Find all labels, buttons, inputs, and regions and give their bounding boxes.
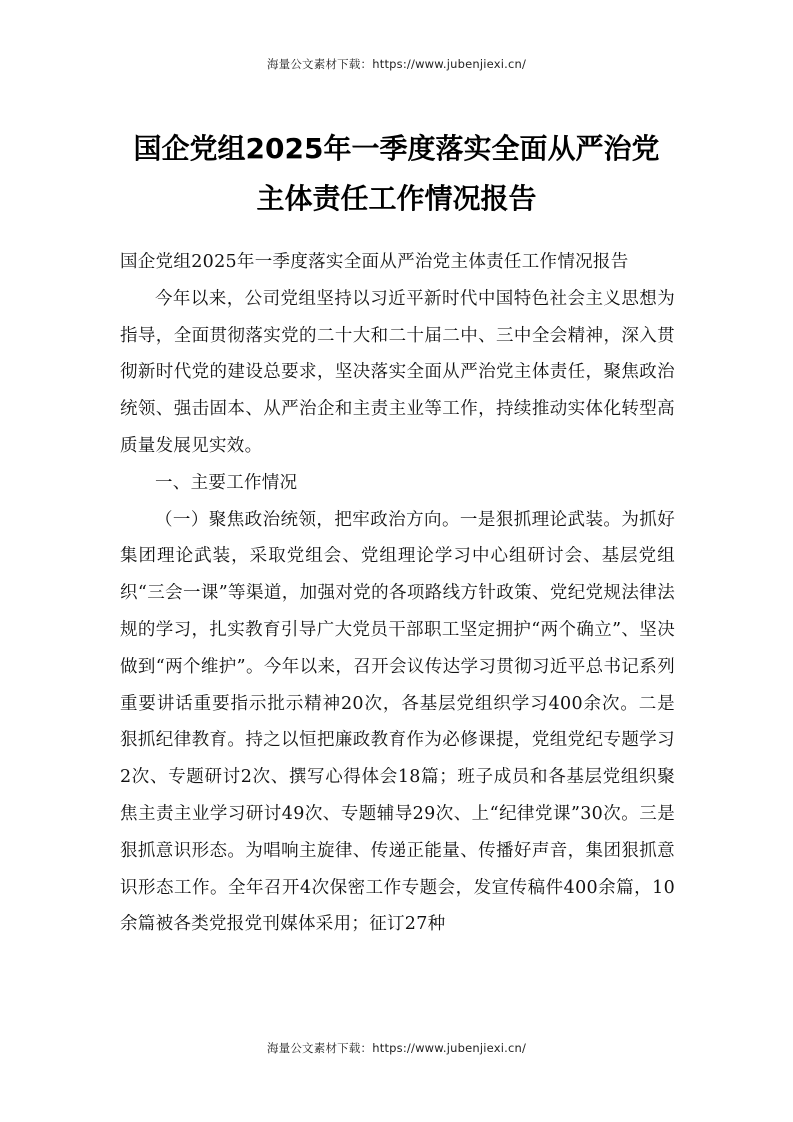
page-header: 海量公文素材下载：https://www.jubenjiexi.cn/ xyxy=(266,57,527,71)
section-paragraph: （一）聚焦政治统领，把牢政治方向。一是狠抓理论武装。为抓好集团理论武装，采取党组会、党组理论学习中心组研讨会、基层党组织“三会一课”等渠道，加强对党的各项路线方针政策、党纪党规法律法规的学习，扎实教育引导广大党员干部职工坚定拥护“两个确立”、坚决做到“两个维护”。今年以来，召开会议传达学习贯彻习近平总书记系列重要讲话重要指示批示精神20次，各基层党组织学习400余次。二是狠抓纪律教育。持之以恒把廉政教育作为必修课提，党组党纪专题学习2次、专题研讨2次、撰写心得体会18篇；班子成员和各基层党组织聚焦主责主业学习研讨49次、专题辅导29次、上“纪律党课”30次。三是狠抓意识形态。为唱响主旋律、传递正能量、传播好声音，集团狠抓意识形态工作。全年召开4次保密工作专题会，发宣传稿件400余篇，10余篇被各类党报党刊媒体采用；征订27种 xyxy=(120,509,675,935)
page-footer: 海量公文素材下载：https://www.jubenjiexi.cn/ xyxy=(266,1041,527,1055)
document-body xyxy=(120,244,675,943)
title-line-1: 国企党组2025年一季度落实全面从严治党 xyxy=(133,132,660,165)
document-title xyxy=(0,124,793,224)
intro-paragraph: 今年以来，公司党组坚持以习近平新时代中国特色社会主义思想为指导，全面贯彻落实党的二十大和二十届二中、三中全会精神，深入贯彻新时代党的建设总要求，坚决落实全面从严治党主体责任，聚焦政治统领、强击固本、从严治企和主责主业等工作，持续推动实体化转型高质量发展见实效。 xyxy=(120,288,675,456)
section-heading: 一、主要工作情况 xyxy=(155,472,298,493)
subtitle-paragraph: 国企党组2025年一季度落实全面从严治党主体责任工作情况报告 xyxy=(120,252,629,272)
title-line-2: 主体责任工作情况报告 xyxy=(256,182,537,215)
